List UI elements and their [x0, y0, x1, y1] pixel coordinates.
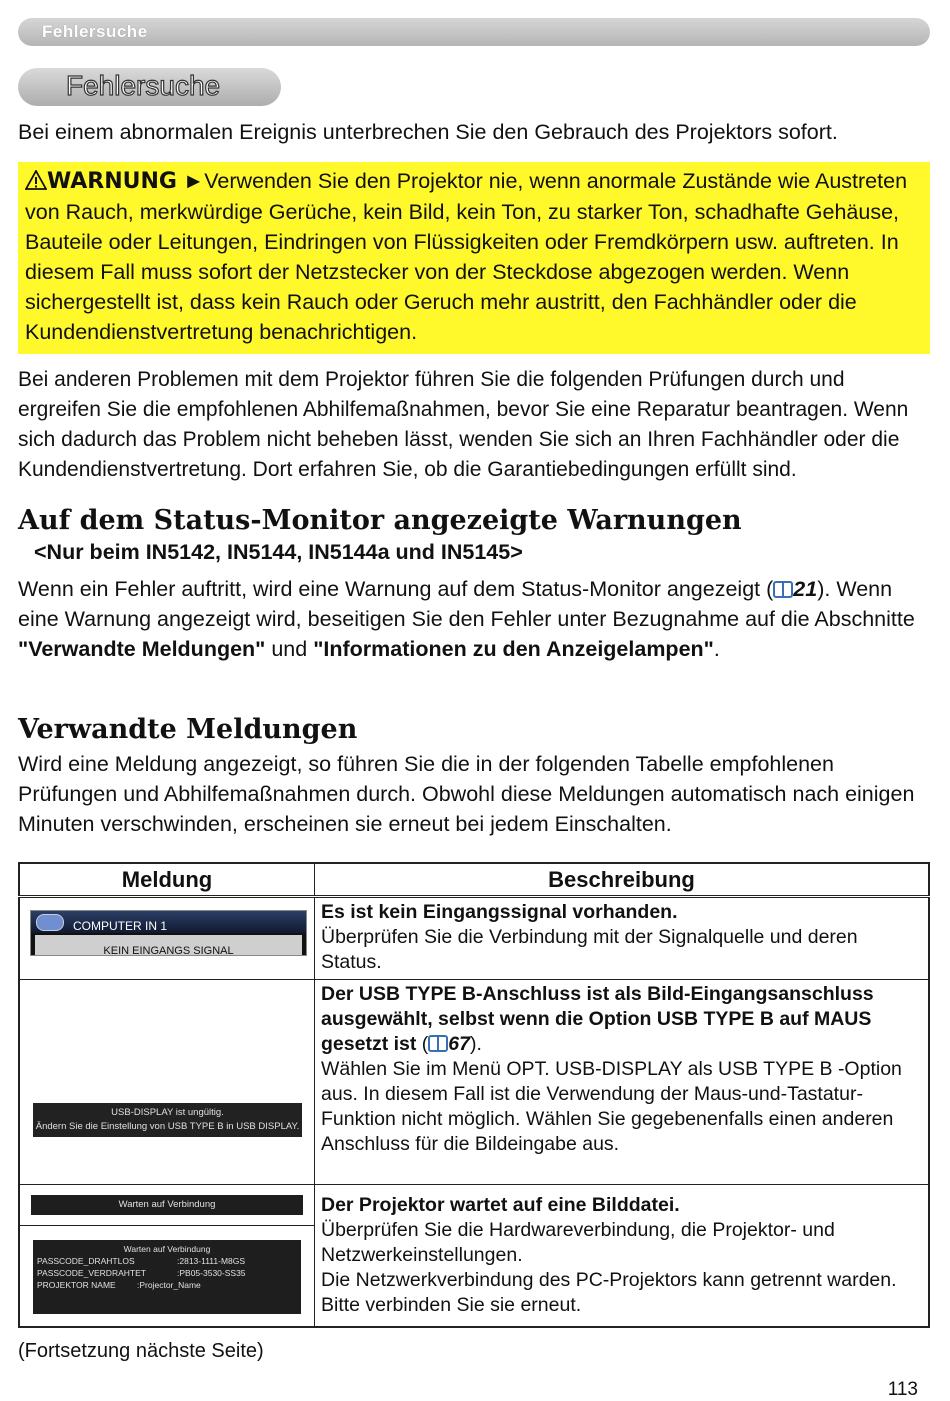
book-reference-icon — [773, 581, 793, 598]
osd-usb-display-invalid: USB-DISPLAY ist ungültig. Ändern Sie die Einstellung von USB TYPE B in USB DISPLAY. — [33, 1103, 302, 1137]
page-title-pill — [18, 68, 281, 106]
book-reference-icon — [428, 1035, 448, 1052]
related-messages-heading: Verwandte Meldungen — [18, 714, 358, 745]
message-cell — [19, 897, 315, 980]
message-cell — [19, 980, 315, 1185]
page-reference[interactable]: 67 — [448, 1033, 470, 1055]
warning-triangle-icon — [25, 170, 47, 190]
header-section-label: Fehlersuche — [42, 22, 148, 41]
page-number: 113 — [887, 1379, 918, 1400]
column-header-message: Meldung — [19, 863, 315, 897]
header-bar — [18, 18, 930, 46]
description-cell: Es ist kein Eingangssignal vorhanden. Überprüfen Sie die Verbindung mit der Signalquelle und deren Status. — [315, 897, 930, 980]
description-cell: Der USB TYPE B-Anschluss ist als Bild-Eingangsanschluss ausgewählt, selbst wenn die Option USB TYPE B auf MAUS gesetzt ist ( 67). Wählen Sie im Menü OPT. USB-DISPLAY als USB TYPE B -Option aus. In diesem Fall ist die Verwendung der Maus-und-Tastatur-Funktion nicht möglich. Wählen Sie gegebenenfalls einen anderen Anschluss für die Bildeingabe aus. — [315, 980, 930, 1185]
message-cell — [19, 1185, 315, 1328]
column-header-description: Beschreibung — [315, 863, 930, 897]
description-cell: Der Projektor wartet auf eine Bilddatei. Überprüfen Sie die Hardwareverbindung, die Projektor- und Netzwerkeinstellungen. Die Netzwerkverbindung des PC-Projektors kann getrennt warden. Bitte verbinden Sie sie erneut. — [315, 1185, 930, 1328]
status-monitor-subheading: <Nur beim IN5142, IN5144, IN5144a und IN5145> — [34, 540, 523, 564]
continued-note: (Fortsetzung nächste Seite) — [18, 1340, 264, 1362]
status-monitor-paragraph: Wenn ein Fehler auftritt, wird eine Warnung auf dem Status-Monitor angezeigt ( 21). Wenn eine Warnung angezeigt wird, beseitigen Sie den Fehler unter Bezugnahme auf die Abschnitte "Verwandte Meldungen" und "Informationen zu den Anzeigelampen". — [18, 577, 915, 661]
warning-arrow: ► — [182, 169, 205, 193]
table-row — [19, 1185, 929, 1328]
warning-label: WARNUNG — [47, 169, 177, 194]
table-row — [19, 897, 929, 980]
warning-text: Verwenden Sie den Projektor nie, wenn anormale Zustände wie Austreten von Rauch, merkwürdige Gerüche, kein Bild, kein Ton, zu starker Ton, schadhafte Gehäuse, Bauteile oder Leitungen, Eindringen von Flüssigkeiten oder Fremdkörpern usw. auftreten. In diesem Fall muss sofort der Netzstecker von der Steckdose abgezogen werden. Wenn sichergestellt ist, dass kein Rauch oder Geruch mehr austritt, den Fachhändler oder die Kundendienstvertretung benachrichtigen. — [25, 169, 908, 344]
input-source-icon — [36, 914, 64, 931]
osd-waiting-connection: Warten auf Verbindung — [31, 1195, 303, 1215]
page-reference[interactable]: 21 — [793, 577, 818, 601]
table-row — [19, 980, 929, 1185]
page-title: Fehlersuche — [66, 70, 221, 101]
status-monitor-heading: Auf dem Status-Monitor angezeigte Warnungen — [18, 505, 742, 536]
warning-box — [18, 162, 930, 354]
other-problems-paragraph: Bei anderen Problemen mit dem Projektor führen Sie die folgenden Prüfungen durch und ergreifen Sie die empfohlenen Abhilfemaßnahmen, bevor Sie eine Reparatur beantragen. Wenn sich dadurch das Problem nicht beheben lässt, wenden Sie sich an Ihren Fachhändler oder die Kundendienstvertretung. Dort erfahren Sie, ob die Garantiebedingungen erfüllt sind. — [18, 368, 909, 481]
related-messages-paragraph: Wird eine Meldung angezeigt, so führen Sie die in der folgenden Tabelle empfohlenen Prüfungen und Abhilfemaßnahmen durch. Obwohl diese Meldungen automatisch nach einigen Minuten verschwinden, erscheinen sie erneut bei jedem Einschalten. — [18, 752, 915, 836]
intro-paragraph: Bei einem abnormalen Ereignis unterbrechen Sie den Gebrauch des Projektors sofort. — [18, 120, 838, 144]
messages-table — [18, 862, 930, 1328]
osd-waiting-connection-details: Warten auf Verbindung PASSCODE_DRAHTLOS :2813-1111-M8GS PASSCODE_VERDRAHTET :PB05-3530-SS35 PROJEKTOR NAME :Projector_Name — [33, 1240, 301, 1314]
osd-no-signal: COMPUTER IN 1 KEIN EINGANGS SIGNAL — [30, 910, 307, 956]
